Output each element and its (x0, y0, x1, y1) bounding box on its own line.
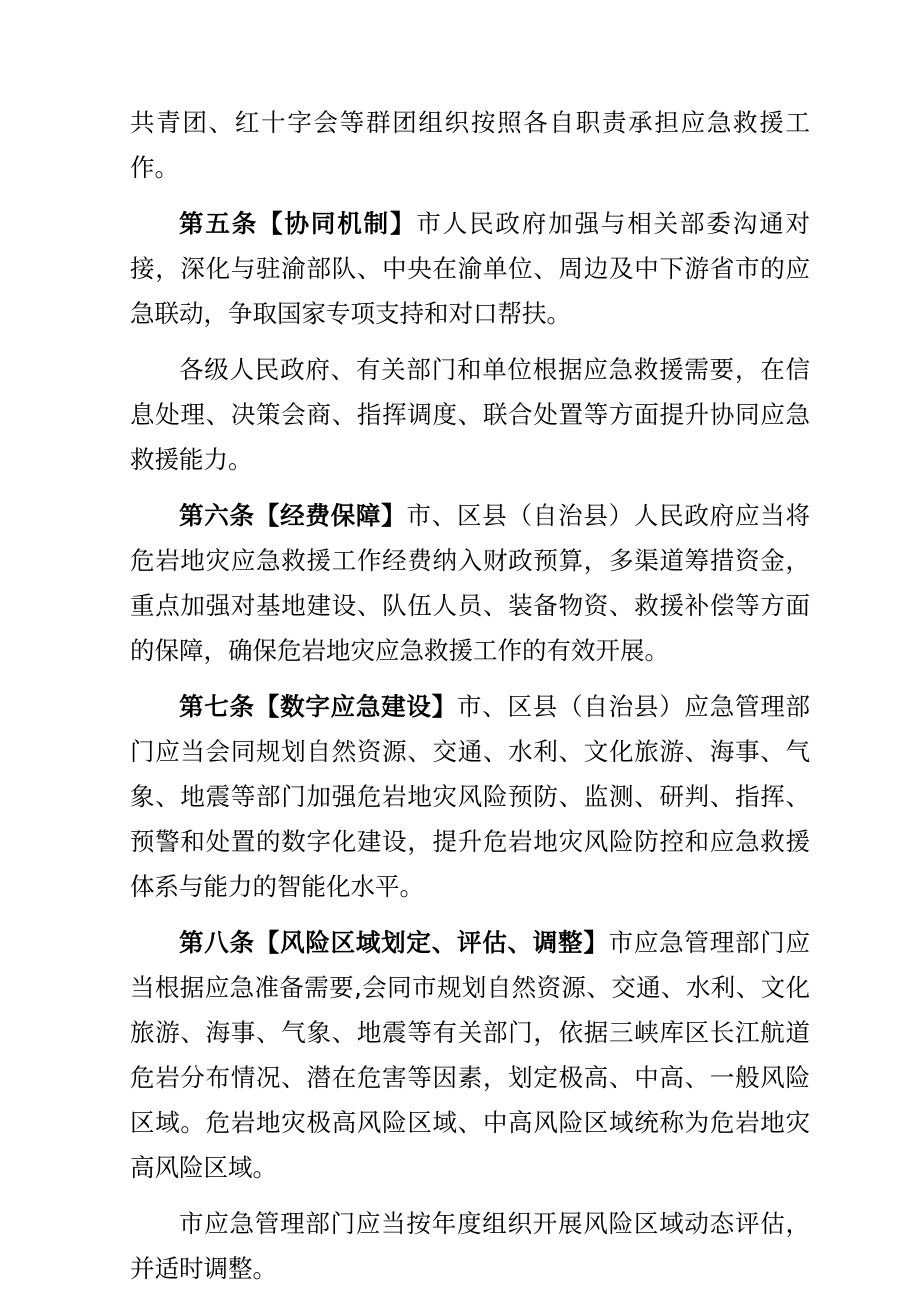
article-heading: 第七条【数字应急建设】 (179, 692, 457, 721)
document-page (130, 100, 810, 1302)
paragraph-text: 各级人民政府、有关部门和单位根据应急救援需要，在信息处理、决策会商、指挥调度、联合处置等方面提升协同应急救援能力。 (130, 355, 810, 474)
article-heading: 第五条【协同机制】 (179, 209, 417, 238)
risk-assessment-paragraph (130, 1201, 810, 1291)
article-8-paragraph (130, 920, 810, 1190)
paragraph-text: 共青团、红十字会等群团组织按照各自职责承担应急救援工作。 (130, 108, 810, 182)
paragraph-text: 市应急管理部门应当按年度组织开展风险区域动态评估，并适时调整。 (130, 1209, 810, 1283)
article-text: 市、区县（自治县）人民政府应当将危岩地灾应急救援工作经费纳入财政预算，多渠道筹措资金，重点加强对基地建设、队伍人员、装备物资、救援补偿等方面的保障，确保危岩地灾应急救援工作的有效开展。 (130, 501, 810, 665)
article-heading: 第六条【经费保障】 (179, 501, 407, 530)
article-text: 市应急管理部门应当根据应急准备需要,会同市规划自然资源、交通、水利、文化旅游、海事、气象、地震等有关部门，依据三峡库区长江航道危岩分布情况、潜在危害等因素，划定极高、中高、一般风险区域。危岩地灾极高风险区域、中高风险区域统称为危岩地灾高风险区域。 (130, 928, 811, 1182)
coordination-paragraph (130, 347, 810, 482)
paragraph-continuation (130, 100, 810, 190)
article-5-paragraph (130, 201, 810, 336)
article-text: 市人民政府加强与相关部委沟通对接，深化与驻渝部队、中央在渝单位、周边及中下游省市的应急联动，争取国家专项支持和对口帮扶。 (130, 209, 811, 328)
article-heading: 第八条【风险区域划定、评估、调整】 (179, 928, 609, 957)
article-text: 市、区县（自治县）应急管理部门应当会同规划自然资源、交通、水利、文化旅游、海事、气象、地震等部门加强危岩地灾风险预防、监测、研判、指挥、预警和处置的数字化建设，提升危岩地灾风险防控和应急救援体系与能力的智能化水平。 (130, 692, 811, 901)
article-6-paragraph (130, 493, 810, 673)
article-7-paragraph (130, 684, 810, 909)
